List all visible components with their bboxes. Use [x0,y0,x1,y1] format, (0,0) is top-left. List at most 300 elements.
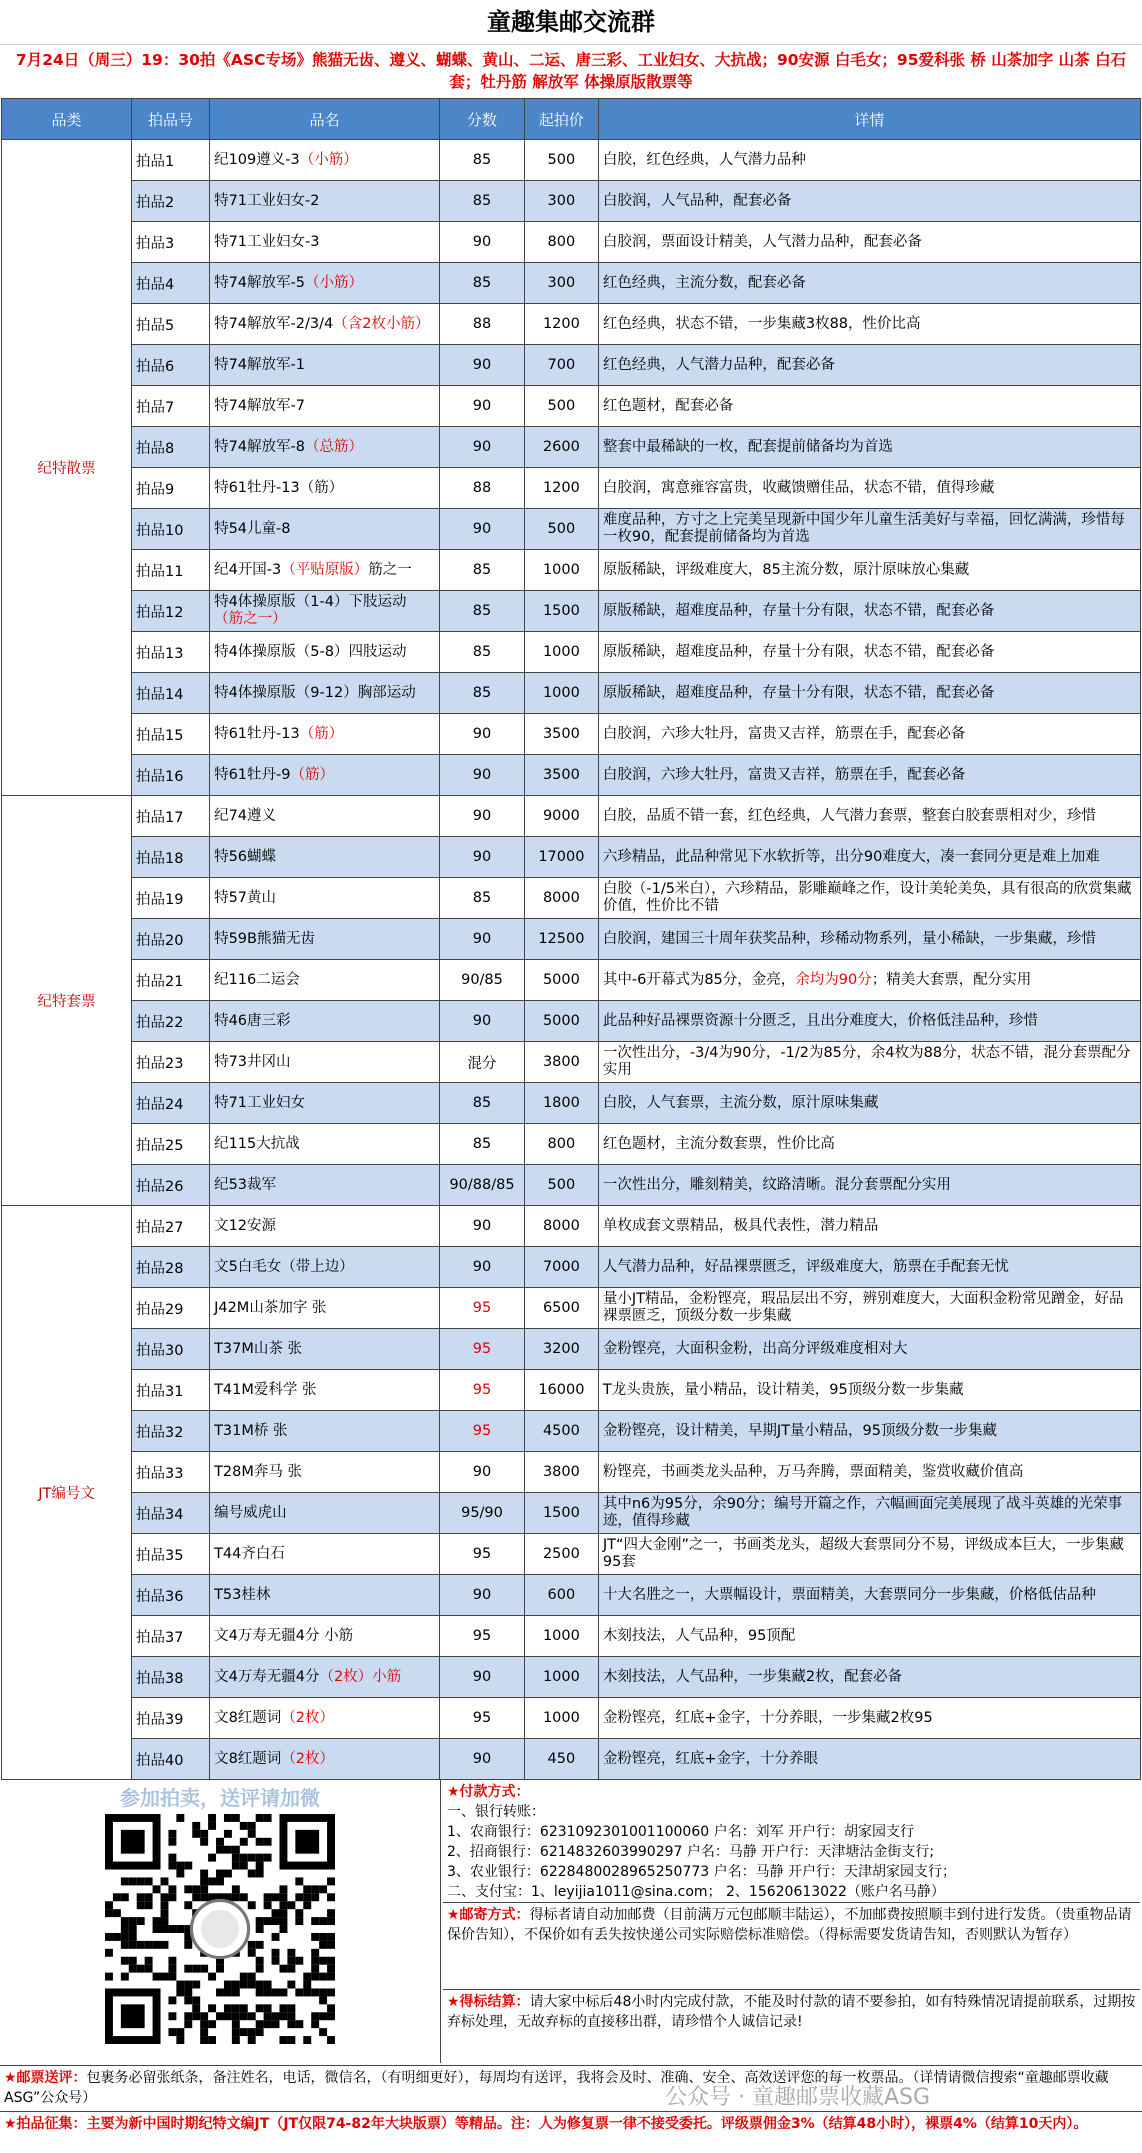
lot-cell [132,386,210,427]
detail-cell [598,1575,1140,1616]
stamp-name: 编号威虎山 [214,1504,287,1521]
payment-line: 3、农业银行：6228480028965250773 户名：马静 开户行：天津胡家园支行； [447,1864,957,1880]
detail-text: T龙头贵族，量小精品，设计精美，95顶级分数一步集藏 [602,1381,964,1398]
detail-text: 红色题材，主流分数套票，性价比高 [602,1135,835,1152]
table-row [2,1329,1141,1370]
price-cell [524,796,598,837]
grade-score: 90 [472,521,492,537]
table-row [2,304,1141,345]
category-cell: JT编号文 [2,1206,132,1780]
detail-text: 六珍精品，此品种常见下水软折等，出分90难度大，凑一套同分更是难上加难 [602,848,1100,865]
name-cell [210,919,440,960]
lot-cell [132,919,210,960]
detail-cell [598,1288,1140,1329]
score-cell [440,796,525,837]
start-price: 3500 [542,726,580,742]
table-row [2,1001,1141,1042]
detail-cell [598,1165,1140,1206]
name-cell [210,1124,440,1165]
lot-number: 拍品2 [136,194,175,211]
start-price: 1000 [542,562,580,578]
grade-score: 90 [472,1587,492,1603]
start-price: 8000 [542,1218,580,1234]
name-cell [210,1165,440,1206]
name-cell [210,1739,440,1780]
start-price: 500 [547,398,576,414]
score-cell [440,1042,525,1083]
detail-text: 白胶，人气套票，主流分数，原汁原味集藏 [602,1094,879,1111]
score-cell [440,550,525,591]
detail-cell [598,714,1140,755]
lot-number: 拍品12 [136,604,184,621]
name-cell [210,878,440,919]
detail-text: 金粉铿亮，设计精美，早期JT量小精品，95顶级分数一步集藏 [602,1422,997,1439]
stamp-name: 特74解放军-1 [214,356,305,373]
lot-number: 拍品25 [136,1137,184,1154]
score-cell [440,427,525,468]
detail-text: 白胶（-1/5米白），六珍精品，影雕巅峰之作，设计美轮美奂，具有很高的欣赏集藏价值，性价比不错 [602,881,1132,914]
name-cell [210,1534,440,1575]
name-cell [210,550,440,591]
stamp-name: 特71工业妇女-3 [214,233,320,250]
name-cell [210,837,440,878]
lot-cell [132,878,210,919]
table-row [2,1452,1141,1493]
price-cell [524,386,598,427]
stamp-name-note: （小筋） [305,274,363,291]
stamp-name: 纪115大抗战 [214,1135,300,1152]
stamp-name-note: （含2枚小筋） [333,315,430,332]
lot-number: 拍品24 [136,1096,184,1113]
detail-cell [598,304,1140,345]
stamp-name-note: （总筋） [305,438,363,455]
detail-cell [598,550,1140,591]
score-cell [440,1124,525,1165]
stamp-name-note: （2枚） [281,1750,335,1767]
wechat-qr-icon[interactable] [105,1814,335,2044]
detail-text: 白胶，红色经典，人气潜力品种 [602,151,806,168]
detail-cell [598,919,1140,960]
score-cell [440,1575,525,1616]
grade-score: 88 [472,480,492,496]
lot-cell [132,1206,210,1247]
price-cell [524,1288,598,1329]
lot-cell [132,1124,210,1165]
price-cell [524,1370,598,1411]
price-cell [524,755,598,796]
score-cell [440,1247,525,1288]
detail-tail: ；精美大套票，配分实用 [871,971,1032,988]
category-cell: 纪特套票 [2,796,132,1206]
lot-number: 拍品35 [136,1547,184,1564]
stamp-name: 特54儿童-8 [214,520,291,537]
price-cell [524,181,598,222]
price-cell [524,960,598,1001]
collect-text: 主要为新中国时期纪特文编JT（JT仅限74-82年大块版票）等精品。注：人为修复票一律不接受委托。评级票佣金3%（结算48小时），裸票4%（结算10天内）。 [86,2116,1088,2132]
table-row [2,140,1141,181]
start-price: 1000 [542,685,580,701]
lot-cell [132,591,210,632]
auction-banner: 7月24日（周三）19：30拍《ASC专场》熊猫无齿、遵义、蝴蝶、黄山、二运、唐三彩、工业妇女、大抗战；90安源 白毛女；95爱科张 桥 山茶加字 山茶 白石套；牡丹筋 解放军 体操原版散票等 [15,51,1127,91]
detail-cell [598,427,1140,468]
price-cell [524,550,598,591]
start-price: 1000 [542,1628,580,1644]
grade-score: 85 [472,562,492,578]
stamp-name-note: （2枚） [281,1709,335,1726]
name-cell [210,1411,440,1452]
detail-cell [598,1452,1140,1493]
grade-score: 95/90 [461,1505,503,1521]
lot-cell [132,1288,210,1329]
start-price: 6500 [542,1300,580,1316]
start-price: 1200 [542,480,580,496]
payment-line: 二、支付宝：1、leyijia1011@sina.com； 2、15620613022（账户名马静） [447,1884,945,1900]
price-cell [524,1411,598,1452]
name-cell [210,1206,440,1247]
lot-cell [132,263,210,304]
grade-score: 85 [472,685,492,701]
score-cell [440,222,525,263]
lot-cell [132,1575,210,1616]
table-body [2,140,1141,1780]
detail-text: 量小JT精品，金粉铿亮，瑕品层出不穷，辨别难度大，大面积金粉常见蹭金，好品裸票匮乏，顶级分数一步集藏 [602,1291,1124,1324]
detail-cell [598,1370,1140,1411]
grade-score: 90 [472,1218,492,1234]
detail-text: 原版稀缺，超难度品种，存量十分有限，状态不错，配套必备 [602,602,995,619]
detail-cell [598,1534,1140,1575]
table-row [2,1206,1141,1247]
score-cell [440,919,525,960]
lot-cell [132,468,210,509]
lot-cell [132,1657,210,1698]
start-price: 3500 [542,767,580,783]
collect-note [0,2111,1142,2153]
lot-number: 拍品3 [136,235,175,252]
start-price: 450 [547,1751,576,1767]
lot-number: 拍品13 [136,645,184,662]
stamp-name: 特74解放军-7 [214,397,305,414]
lot-cell [132,796,210,837]
price-cell [524,468,598,509]
name-cell [210,755,440,796]
price-cell [524,878,598,919]
lot-cell [132,632,210,673]
start-price: 16000 [538,1382,585,1398]
price-cell [524,509,598,550]
stamp-name: 特46唐三彩 [214,1012,291,1029]
detail-text: 单枚成套文票精品，极具代表性，潜力精品 [602,1217,879,1234]
lot-cell [132,509,210,550]
name-cell [210,1616,440,1657]
payment-line: 2、招商银行：6214832603990297 户名：马静 开户行：天津塘沽金街支行; [447,1844,935,1860]
name-cell [210,1370,440,1411]
detail-cell [598,632,1140,673]
name-cell [210,1042,440,1083]
payment-label: ★付款方式： [447,1784,530,1800]
grading-text: 包裹务必留张纸条，备注姓名，电话，微信名，（有明细更好），每周均有送评，我将会及时、准确、安全、高效送评您的每一枚票品。（详情请微信搜索“童趣邮票收藏ASG”公众号） [4,2070,1109,2106]
lot-number: 拍品38 [136,1670,184,1687]
start-price: 500 [547,521,576,537]
stamp-name-note: （2枚）小筋 [319,1668,402,1685]
lot-cell [132,1001,210,1042]
table-row [2,345,1141,386]
detail-text: 白胶，品质不错一套，红色经典，人气潜力套票，整套白胶套票相对少，珍惜 [602,807,1096,824]
lot-number: 拍品29 [136,1301,184,1318]
price-cell [524,1616,598,1657]
detail-cell [598,796,1140,837]
detail-text: 难度品种，方寸之上完美呈现新中国少年儿童生活美好与幸福，回忆满满，珍惜每一枚90，配套提前储备均为首选 [602,512,1125,545]
stamp-name: 特61牡丹-13 [214,725,300,742]
table-row [2,222,1141,263]
lot-number: 拍品34 [136,1506,184,1523]
grade-score: 90 [472,767,492,783]
table-row [2,878,1141,919]
detail-cell [598,1083,1140,1124]
lot-number: 拍品14 [136,686,184,703]
grade-score: 混分 [467,1055,497,1072]
lot-number: 拍品8 [136,440,175,457]
stamp-name: T41M爱科学 张 [214,1381,317,1398]
detail-text: 木刻技法，人气品种，95顶配 [602,1627,796,1644]
detail-cell [598,386,1140,427]
table-row [2,550,1141,591]
grade-score: 88 [472,316,492,332]
detail-text: 红色经典，状态不错，一步集藏3枚88，性价比高 [602,315,921,332]
stamp-name: T31M桥 张 [214,1422,288,1439]
price-cell [524,714,598,755]
grade-score: 90/88/85 [449,1177,515,1193]
stamp-name: 文5白毛女（带上边） [214,1258,354,1275]
lot-cell [132,140,210,181]
grade-score: 85 [472,1095,492,1111]
score-cell [440,755,525,796]
detail-text: 红色经典，主流分数，配套必备 [602,274,806,291]
score-cell [440,1411,525,1452]
price-cell [524,263,598,304]
grade-score: 90 [472,439,492,455]
detail-cell [598,1042,1140,1083]
name-cell [210,1493,440,1534]
name-cell [210,427,440,468]
detail-cell [598,1739,1140,1780]
start-price: 800 [547,234,576,250]
detail-text: JT“四大金刚”之一，书画类龙头，超级大套票同分不易，评级成本巨大，一步集藏95套 [602,1537,1125,1570]
lot-cell [132,1083,210,1124]
grade-score: 90 [472,808,492,824]
stamp-name: T44齐白石 [214,1545,285,1562]
table-row [2,591,1141,632]
lot-cell [132,304,210,345]
detail-text: 整套中最稀缺的一枚，配套提前储备均为首选 [602,438,893,455]
detail-text: 一次性出分，雕刻精美，纹路清晰。混分套票配分实用 [602,1176,951,1193]
stamp-name: 特71工业妇女 [214,1094,306,1111]
detail-cell [598,755,1140,796]
start-price: 8000 [542,890,580,906]
lot-number: 拍品9 [136,481,175,498]
watermark: 公众号 · 童趣邮票收藏ASG [665,2085,931,2110]
score-cell [440,345,525,386]
lot-cell [132,960,210,1001]
lot-cell [132,550,210,591]
detail-text: 红色经典，人气潜力品种，配套必备 [602,356,835,373]
lot-number: 拍品4 [136,276,175,293]
detail-text: 其中-6开幕式为85分，金亮， [602,971,796,988]
table-row [2,468,1141,509]
grade-score: 95 [472,1710,492,1726]
detail-text: 金粉铿亮，大面积金粉，出高分评级难度相对大 [602,1340,908,1357]
detail-text: 木刻技法，人气品种，一步集藏2枚，配套必备 [602,1668,903,1685]
table-row [2,1411,1141,1452]
stamp-name: 纪109遵义-3 [214,151,300,168]
name-cell [210,1452,440,1493]
score-cell [440,1452,525,1493]
start-price: 700 [547,357,576,373]
start-price: 1000 [542,1710,580,1726]
price-cell [524,1001,598,1042]
detail-cell [598,878,1140,919]
score-cell [440,1698,525,1739]
detail-cell [598,837,1140,878]
start-price: 7000 [542,1259,580,1275]
shipping-label: ★邮寄方式： [447,1907,530,1923]
score-cell [440,1616,525,1657]
lot-cell [132,755,210,796]
start-price: 300 [547,275,576,291]
collect-label: ★拍品征集： [4,2116,87,2132]
lot-cell [132,673,210,714]
grade-score: 90 [472,726,492,742]
grade-score: 90 [472,357,492,373]
lot-number: 拍品19 [136,891,184,908]
detail-text: 此品种好品裸票资源十分匮乏，且出分难度大，价格低洼品种，珍惜 [602,1012,1038,1029]
grade-score: 90 [472,1464,492,1480]
table-row [2,714,1141,755]
stamp-name-note: （筋） [290,766,334,783]
settlement-section [443,1989,1140,2054]
grade-score: 90 [472,398,492,414]
grading-note [0,2065,1142,2111]
price-cell [524,837,598,878]
lot-cell [132,181,210,222]
detail-text: 白胶润，票面设计精美，人气潜力品种，配套必备 [602,233,922,250]
name-cell [210,181,440,222]
lot-number: 拍品16 [136,768,184,785]
table-row [2,1042,1141,1083]
detail-text: 其中n6为95分，余90分；编号开篇之作，六幅画面完美展现了战斗英雄的光荣事迹，值得珍藏 [602,1496,1123,1529]
table-row [2,1165,1141,1206]
grade-score: 95 [472,1382,492,1398]
start-price: 1200 [542,316,580,332]
start-price: 800 [547,1136,576,1152]
price-cell [524,1124,598,1165]
grade-score: 90 [472,1669,492,1685]
detail-cell [598,1247,1140,1288]
name-cell [210,140,440,181]
lot-number: 拍品26 [136,1178,184,1195]
header-category: 品类 [2,99,132,140]
score-cell [440,1657,525,1698]
detail-cell [598,468,1140,509]
stamp-name-note: （小筋） [299,151,358,168]
lot-number: 拍品27 [136,1219,184,1236]
lot-number: 拍品20 [136,932,184,949]
stamp-name-note: （平贴原版） [281,561,369,578]
stamp-name: 特61牡丹-9 [214,766,291,783]
score-cell [440,591,525,632]
lot-number: 拍品39 [136,1711,184,1728]
lot-cell [132,1370,210,1411]
stamp-name: 文8红题词 [214,1709,282,1726]
table-row [2,181,1141,222]
grade-score: 90 [472,1013,492,1029]
grade-score: 90/85 [461,972,503,988]
table-row [2,1534,1141,1575]
table-row [2,1247,1141,1288]
detail-cell [598,1493,1140,1534]
price-cell [524,1165,598,1206]
name-cell [210,509,440,550]
table-row [2,1698,1141,1739]
table-row [2,1616,1141,1657]
lot-number: 拍品37 [136,1629,184,1646]
detail-text: 人气潜力品种，好品裸票匮乏，评级难度大，筋票在手配套无忧 [602,1258,1009,1275]
lot-cell [132,1739,210,1780]
price-cell [524,304,598,345]
header-name: 品名 [210,99,440,140]
lot-number: 拍品5 [136,317,175,334]
stamp-name: 特57黄山 [214,889,277,906]
table-row [2,796,1141,837]
lot-number: 拍品21 [136,973,184,990]
lot-cell [132,1698,210,1739]
stamp-name: 特74解放军-2/3/4 [214,315,334,332]
table-row [2,632,1141,673]
start-price: 1800 [542,1095,580,1111]
name-cell [210,222,440,263]
name-cell [210,386,440,427]
score-cell [440,140,525,181]
start-price: 300 [547,193,576,209]
stamp-name: 文12安源 [214,1217,277,1234]
score-cell [440,1165,525,1206]
detail-cell [598,1616,1140,1657]
score-cell [440,960,525,1001]
name-cell [210,263,440,304]
lot-cell [132,427,210,468]
lot-number: 拍品31 [136,1383,184,1400]
lot-cell [132,1042,210,1083]
lot-cell [132,1493,210,1534]
payment-line: 1、农商银行：6231092301001100060 户名：刘军 开户行：胡家园支行 [447,1824,915,1840]
header-lot: 拍品号 [132,99,210,140]
grade-score: 90 [472,931,492,947]
header-detail: 详情 [598,99,1140,140]
info-section [0,1780,1142,2063]
settlement-text: 请大家中标后48小时内完成付款，不能及时付款的请不要参拍，如有特殊情况请提前联系，过期按弃标处理，无故弃标的直接移出群，请珍惜个人诚信记录! [447,1994,1136,2030]
stamp-name: 特74解放军-8 [214,438,305,455]
stamp-name: 特61牡丹-13（筋） [214,479,344,496]
stamp-name: 特74解放军-5 [214,274,305,291]
lot-number: 拍品15 [136,727,184,744]
price-cell [524,1534,598,1575]
header-price: 起拍价 [524,99,598,140]
detail-text: 一次性出分，-3/4为90分，-1/2为85分，余4枚为88分，状态不错，混分套票配分实用 [602,1045,1131,1078]
stamp-name: 特4体操原版（5-8）四肢运动 [214,643,407,660]
score-cell [440,878,525,919]
lot-number: 拍品36 [136,1588,184,1605]
lot-cell [132,345,210,386]
detail-cell [598,1001,1140,1042]
